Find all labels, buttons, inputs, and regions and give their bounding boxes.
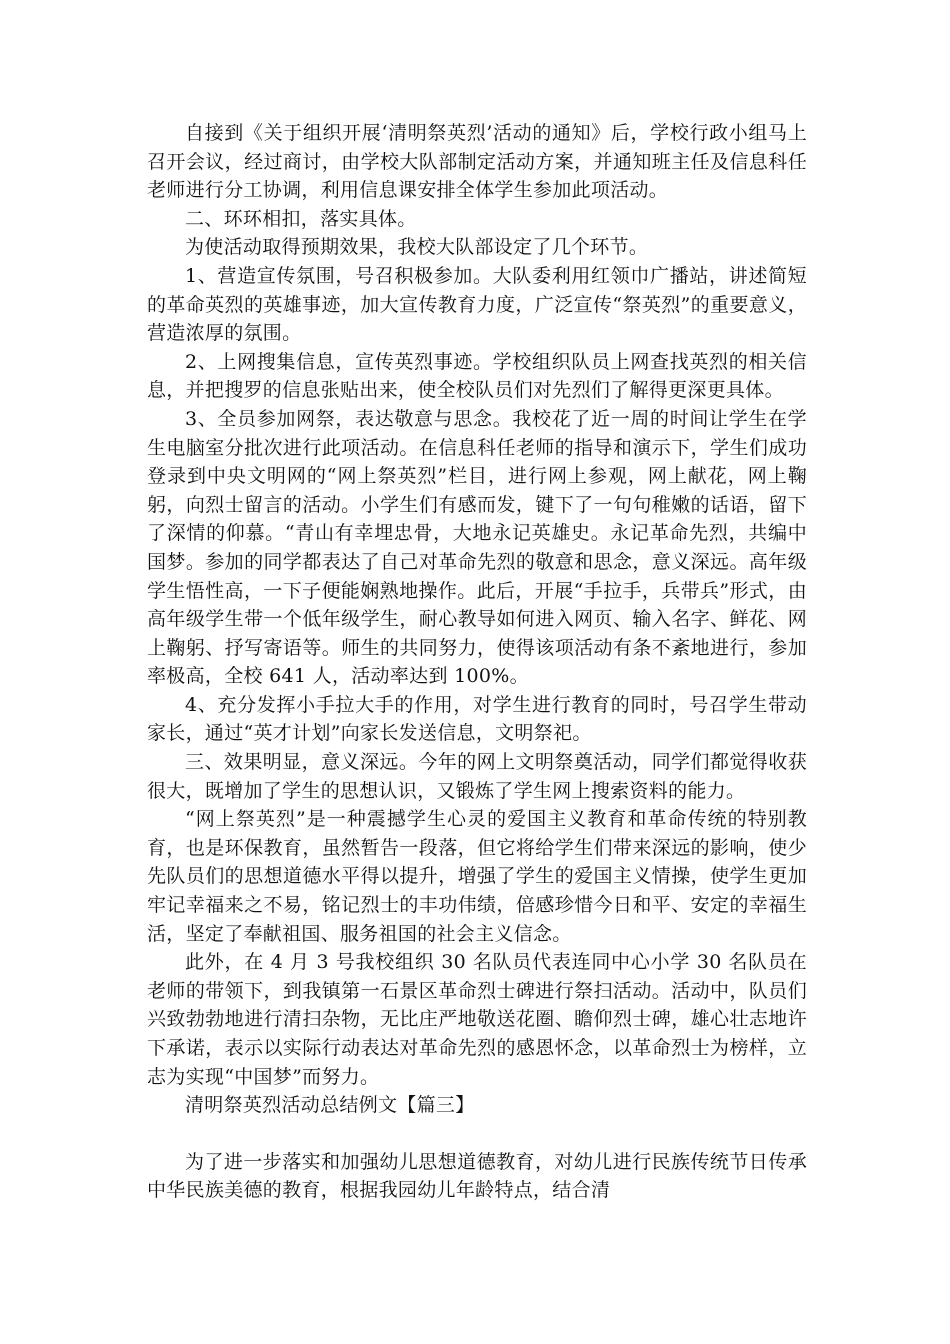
paragraph-significance: “网上祭英烈”是一种震撼学生心灵的爱国主义教育和革命传统的特别教育，也是环保教育，虽然暂告一段落，但它将给学生们带来深远的影响，使少先队员们的思想道德水平得以提升，增强了学生的爱国主义情操，使学生更加牢记幸福来之不易，铭记烈士的丰功伟绩，倍感珍惜今日和平、安定的幸福生活，坚定了奉献祖国、服务祖国的社会主义信念。	[147, 808, 807, 945]
paragraph-part-3-intro: 为了进一步落实和加强幼儿思想道德教育，对幼儿进行民族传统节日传承中华民族美德的教育，根据我园幼儿年龄特点，结合清	[147, 1150, 807, 1202]
paragraph-memorial-visit: 此外，在 4 月 3 号我校组织 30 名队员代表连同中心小学 30 名队员在老师的带领下，到我镇第一石景区革命烈士碑进行祭扫活动。活动中，队员们兴致勃勃地进行清扫杂物，无比庄严地敬送花圈、瞻仰烈士碑，雄心壮志地许下承诺，表示以实际行动表达对革命先烈的感恩怀念，以革命烈士为榜样，立志为实现“中国梦”而努力。	[147, 951, 807, 1088]
document-body	[147, 119, 807, 1205]
section-heading-3: 三、效果明显，意义深远。今年的网上文明祭奠活动，同学们都觉得收获很大，既增加了学生的思想认识，又锻炼了学生网上搜索资料的能力。	[147, 751, 807, 802]
paragraph-intro: 自接到《关于组织开展‘清明祭英烈’活动的通知》后，学校行政小组马上召开会议，经过商讨，由学校大队部制定活动方案，并通知班主任及信息科任老师进行分工协调，利用信息课安排全体学生参加此项活动。	[147, 122, 807, 202]
section-heading-2: 二、环环相扣，落实具体。	[185, 207, 417, 230]
paragraph-step-1: 1、营造宣传氛围，号召积极参加。大队委利用红领巾广播站，讲述简短的革命英烈的英雄事迹，加大宣传教育力度，广泛宣传“祭英烈”的重要意义，营造浓厚的氛围。	[147, 264, 807, 345]
paragraph-step-4: 4、充分发挥小手拉大手的作用，对学生进行教育的同时，号召学生带动家长，通过“英才计划”向家长发送信息，文明祭祀。	[147, 693, 807, 745]
paragraph-step-3: 3、全员参加网祭，表达敬意与思念。我校花了近一周的时间让学生在学生电脑室分批次进行此项活动。在信息科任老师的指导和演示下，学生们成功登录到中央文明网的“网上祭英烈”栏目，进行网上参观，网上献花，网上鞠躬，向烈士留言的活动。小学生们有感而发，键下了一句句稚嫩的话语，留下了深情的仰慕。“青山有幸埋忠骨，大地永记英雄史。永记革命先烈，共编中国梦。参加的同学都表达了自己对革命先烈的敬意和思念，意义深远。高年级学生悟性高，一下子便能娴熟地操作。此后，开展“手拉手，兵带兵”形式，由高年级学生带一个低年级学生，耐心教导如何进入网页、输入名字、鲜花、网上鞠躬、抒写寄语等。师生的共同努力，使得该项活动有条不紊地进行，参加率极高，全校 641 人，活动率达到 100%。	[147, 407, 807, 688]
paragraph-spacer	[147, 1120, 807, 1148]
article-title-part-3: 清明祭英烈活动总结例文【篇三】	[185, 1094, 475, 1117]
paragraph-steps-intro: 为使活动取得预期效果，我校大队部设定了几个环节。	[185, 236, 649, 259]
paragraph-step-2: 2、上网搜集信息，宣传英烈事迹。学校组织队员上网查找英烈的相关信息，并把搜罗的信息张贴出来，使全校队员们对先烈们了解得更深更具体。	[147, 350, 807, 402]
